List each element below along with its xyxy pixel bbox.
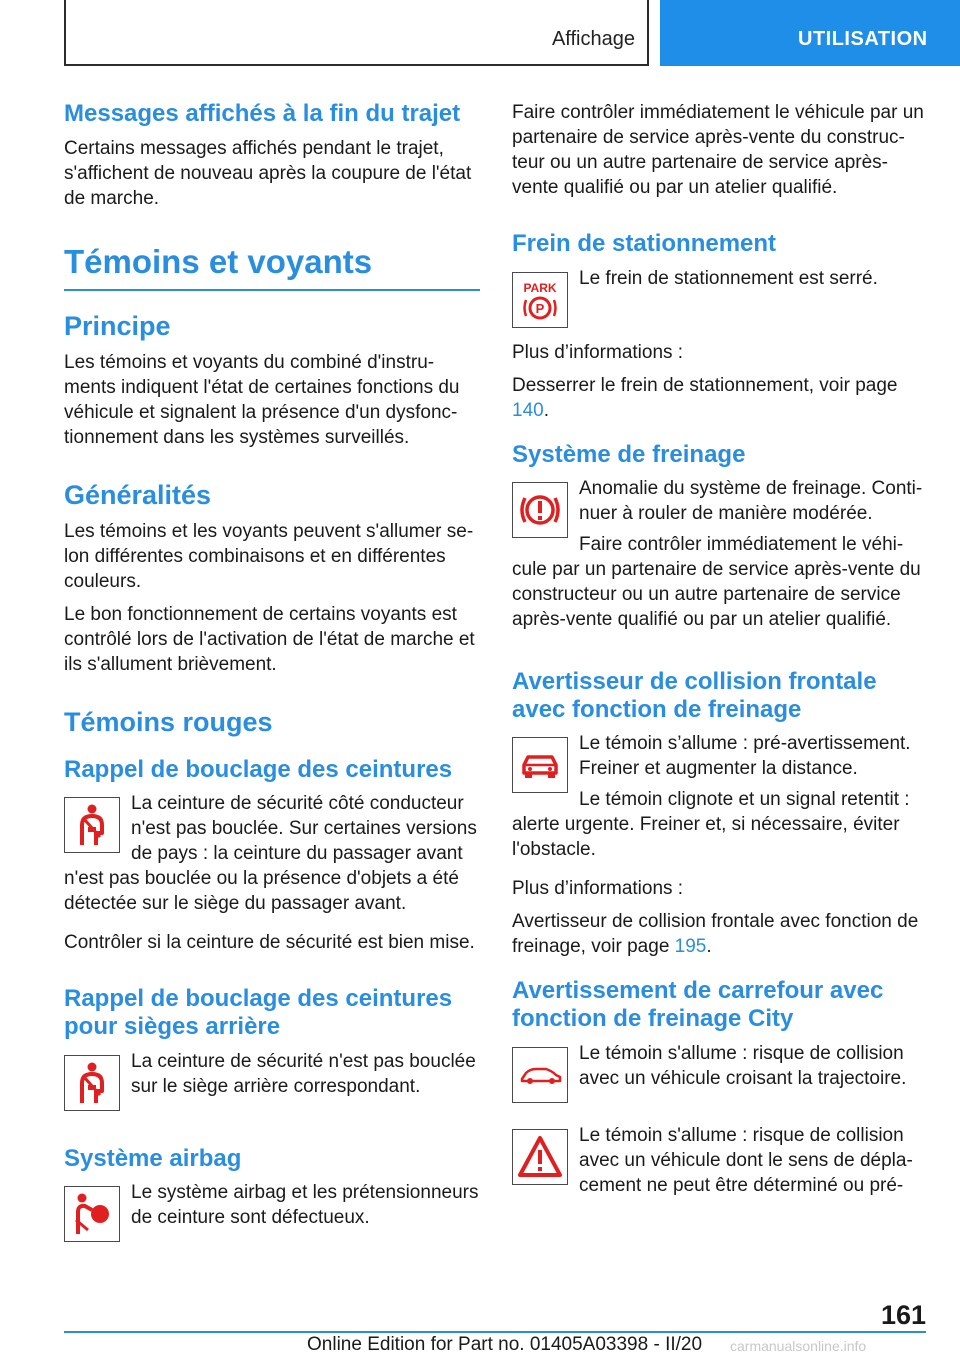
airbag-warning-icon [64,1186,120,1242]
seatbelt-rear-warning-icon [64,1055,120,1111]
seatbelt-rear-heading: Rappel de bouclage des ceintures pour sièges arrière [64,985,453,1040]
parking-page-link[interactable]: 140 [512,399,544,421]
airbag-indicator [64,1180,480,1246]
collision-page-link[interactable]: 195 [674,936,707,958]
principle-text: Les témoins et voyants du combiné d'instru-ments indiquent l'état de certaines fonctions du véhicule et signalent la présence d'un dysfonc-tionnement dans les systèmes surveillés. [64,351,460,448]
brake-system-text-1: Anomalie du système de freinage. Conti-nuer à rouler de manière modérée. [579,478,923,525]
principle-heading: Principe [64,310,171,341]
parking-brake-icon-label: PARK [523,280,557,295]
seatbelt-rear-text: La ceinture de sécurité n'est pas bouclée sur le siège arrière correspondant. [131,1050,476,1097]
crossroads-indicator [512,1041,926,1107]
seatbelt-indicator [64,791,480,922]
collision-more-label: Plus d’informations : [512,878,684,900]
collision-heading: Avertisseur de collision frontale avec fonction de freinage [512,668,877,723]
parking-reference: Desserrer le frein de stationnement, voir page 140. [512,374,898,421]
page-header [0,0,960,66]
undetermined-vehicle-indicator [512,1123,926,1204]
parking-brake-indicator [512,266,926,332]
header-section-box [64,0,649,66]
seatbelt-heading: Rappel de bouclage des ceintures [64,755,453,783]
crossroads-text-1: Le témoin s'allume : risque de collision avec un véhicule croisant la trajectoire. [579,1042,907,1089]
general-heading: Généralités [64,479,212,510]
collision-indicator [512,731,926,868]
right-column [512,100,926,1212]
warning-triangle-icon [512,1129,568,1185]
parking-brake-heading: Frein de stationnement [512,230,777,257]
header-section-title: Affichage [551,28,635,50]
seatbelt-text: La ceinture de sécurité côté conducteur n'est pas bouclée. Sur certaines versions de pays : la ceinture du passager avant n'est pas bouclée ou la présence d'objets a été détectée sur le siège du passager avant. [64,793,477,915]
footer-edition: Online Edition for Part no. 01405A03398 - II/20 [307,1334,703,1355]
header-chapter-tab[interactable]: UTILISATION [660,0,960,66]
general-text-2: Le bon fonctionnement de certains voyants est contrôlé lors de l'activation de l'état de marche et ils s'allument brièvement. [64,603,475,675]
left-column [64,100,480,1254]
collision-reference-text: Avertisseur de collision frontale avec fonction de freinage, voir page [512,911,919,958]
brake-system-text-2: Faire contrôler immédiatement le véhi-cule par un partenaire de service après-vente du constructeur ou un autre partenaire de service après-vente qualifié ou par un atelier qualifié. [512,534,921,631]
red-indicators-heading: Témoins rouges [64,706,273,737]
chapter-title: Témoins et voyants [64,243,480,291]
seatbelt-text-2: Contrôler si la ceinture de sécurité est bien mise. [64,932,475,954]
end-trip-heading: Messages affichés à la fin du trajet [64,100,461,127]
collision-car-icon [512,737,568,793]
brake-system-indicator [512,476,926,638]
page-number: 161 [880,1300,926,1330]
parking-more-label: Plus d’informations : [512,341,684,363]
svg-text:P: P [535,300,545,316]
airbag-text: Le système airbag et les prétensionneurs de ceinture sont défectueux. [131,1182,479,1229]
footer-divider [64,1331,926,1333]
brake-warning-icon [512,482,568,538]
collision-text-2: Le témoin clignote et un signal retentit : alerte urgente. Freiner et, si nécessaire, éviter l'obstacle. [512,789,910,861]
seatbelt-warning-icon [64,797,120,853]
parking-brake-text: Le frein de stationnement est serré. [579,267,878,289]
collision-reference: Avertisseur de collision frontale avec fonction de freinage, voir page 195. [512,911,919,958]
general-text-1: Les témoins et les voyants peuvent s'allumer se-lon différentes combinaisons et en différentes couleurs. [64,520,474,592]
crossroads-heading: Avertissement de carrefour avec fonction de freinage City [512,977,884,1032]
end-trip-text: Certains messages affichés pendant le trajet, s'affichent de nouveau après la coupure de l'état de marche. [64,137,472,209]
parking-reference-text: Desserrer le frein de stationnement, voir page [512,374,898,396]
right-intro-text: Faire contrôler immédiatement le véhicule par un partenaire de service après-vente du construc-teur ou un autre partenaire de service après-vente qualifié ou par un atelier qualifié. [512,102,924,198]
seatbelt-rear-indicator [64,1049,480,1115]
collision-text-1: Le témoin s’allume : pré-avertissement. Freiner et augmenter la distance. [579,733,911,780]
airbag-heading: Système airbag [64,1144,242,1172]
crossing-car-icon [512,1047,568,1103]
crossroads-text-2: Le témoin s'allume : risque de collision avec un véhicule dont le sens de dépla-cement ne peut être déterminé ou pré- [579,1124,913,1196]
footer-watermark: carmanualsonline.info [730,1338,867,1354]
parking-brake-icon [512,272,568,328]
brake-system-heading: Système de freinage [512,440,746,468]
